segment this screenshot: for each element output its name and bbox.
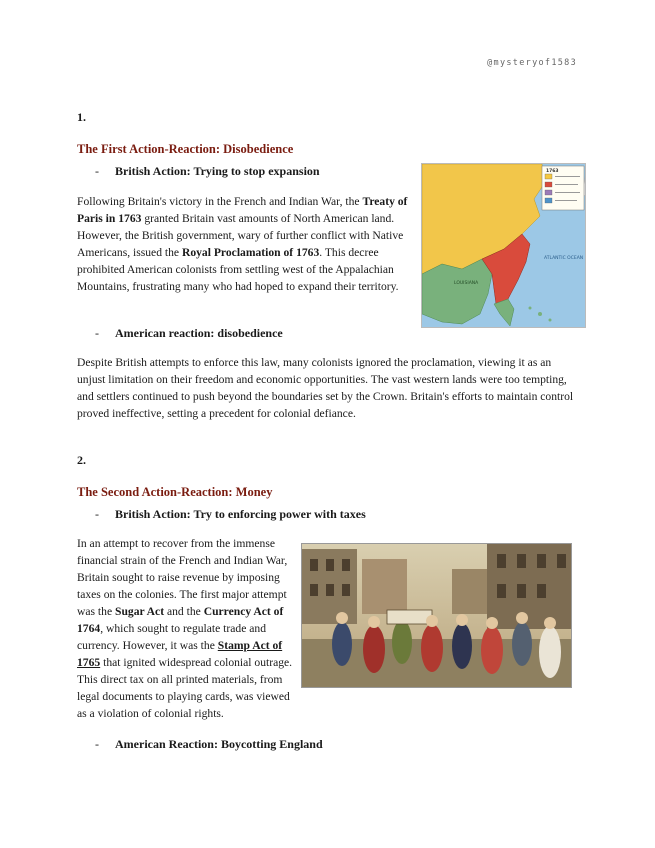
map-legend-swatch (545, 174, 552, 179)
bold-sugar-act: Sugar Act (115, 605, 165, 618)
section-1-paragraph-2: Despite British attempts to enforce this law, many colonists ignored the proclamation, viewing it as an unjust limitation on their freedom and economic opportunities. The vast western lands were too tempting, and settlers continued to push beyond the boundaries set by the Crown. Britain's efforts to maintain control proved ineffective, setting a precedent for colonial defiance. (77, 356, 574, 420)
map-legend-swatch (545, 182, 552, 187)
text-run: . This decree prohibited American colonists from settling west of the Appalachian Mountains, frustrating many who had hoped to expand their territory. (77, 246, 399, 293)
bullet-text: British Action: Trying to stop expansion (115, 164, 320, 178)
map-legend-title: 1763 (546, 169, 559, 174)
map-north-america-1763 (421, 163, 586, 328)
map-label-louisiana: LOUISIANA (454, 281, 479, 286)
map-label-ocean: ATLANTIC OCEAN (544, 256, 584, 261)
text-run: that ignited widespread colonial outrage. This direct tax on all printed materials, from legal documents to playing cards, was viewed as a violation of colonial rights. (77, 656, 293, 720)
bold-treaty-of-paris: Treaty of Paris in 1763 (77, 195, 408, 225)
text-run: Following Britain's victory in the French and Indian War, the (77, 195, 360, 208)
stamp-act-protest-illustration (301, 543, 572, 688)
bullet-text: American reaction: disobedience (115, 326, 283, 340)
section-2-paragraph-1-wrap (77, 535, 295, 722)
watermark-handle: @mysteryof1583 (487, 58, 577, 68)
section-1-heading: The First Action-Reaction: Disobedience (77, 142, 294, 156)
section-2-heading: The Second Action-Reaction: Money (77, 485, 273, 499)
map-legend-swatch (545, 198, 552, 203)
section-2-bullet-american-reaction (95, 737, 323, 752)
bullet-text: British Action: Try to enforcing power with taxes (115, 507, 366, 521)
bold-royal-proclamation: Royal Proclamation of 1763 (181, 246, 320, 259)
text-run: granted Britain vast amounts of North American land. However, the British government, wary of further conflict with Native Americans, issued the (77, 212, 404, 259)
bullet-dash: - (95, 737, 99, 751)
text-run: and the (166, 605, 201, 618)
section-2-number: 2. (77, 453, 86, 467)
bold-currency-act: Currency Act of 1764 (77, 605, 284, 635)
section-1-bullet-british-action (95, 164, 320, 179)
map-legend-swatch (545, 190, 552, 195)
map-illustration (422, 164, 586, 328)
text-run: , which sought to regulate trade and currency. However, it was the (77, 622, 266, 652)
text-run: In an attempt to recover from the immense financial strain of the French and Indian War, Britain sought to raise revenue by imposing taxes on the colonies. The first major attempt was the (77, 537, 288, 618)
painting-illustration (302, 544, 572, 688)
section-1-paragraph-1 (77, 193, 412, 295)
section-1-bullet-american-reaction (95, 326, 283, 341)
bullet-dash: - (95, 326, 99, 340)
section-2-bullet-british-action (95, 507, 366, 522)
bold-stamp-act: Stamp Act of 1765 (77, 639, 283, 669)
bullet-dash: - (95, 164, 99, 178)
section-1-number: 1. (77, 110, 86, 124)
bullet-dash: - (95, 507, 99, 521)
bullet-text: American Reaction: Boycotting England (115, 737, 323, 751)
